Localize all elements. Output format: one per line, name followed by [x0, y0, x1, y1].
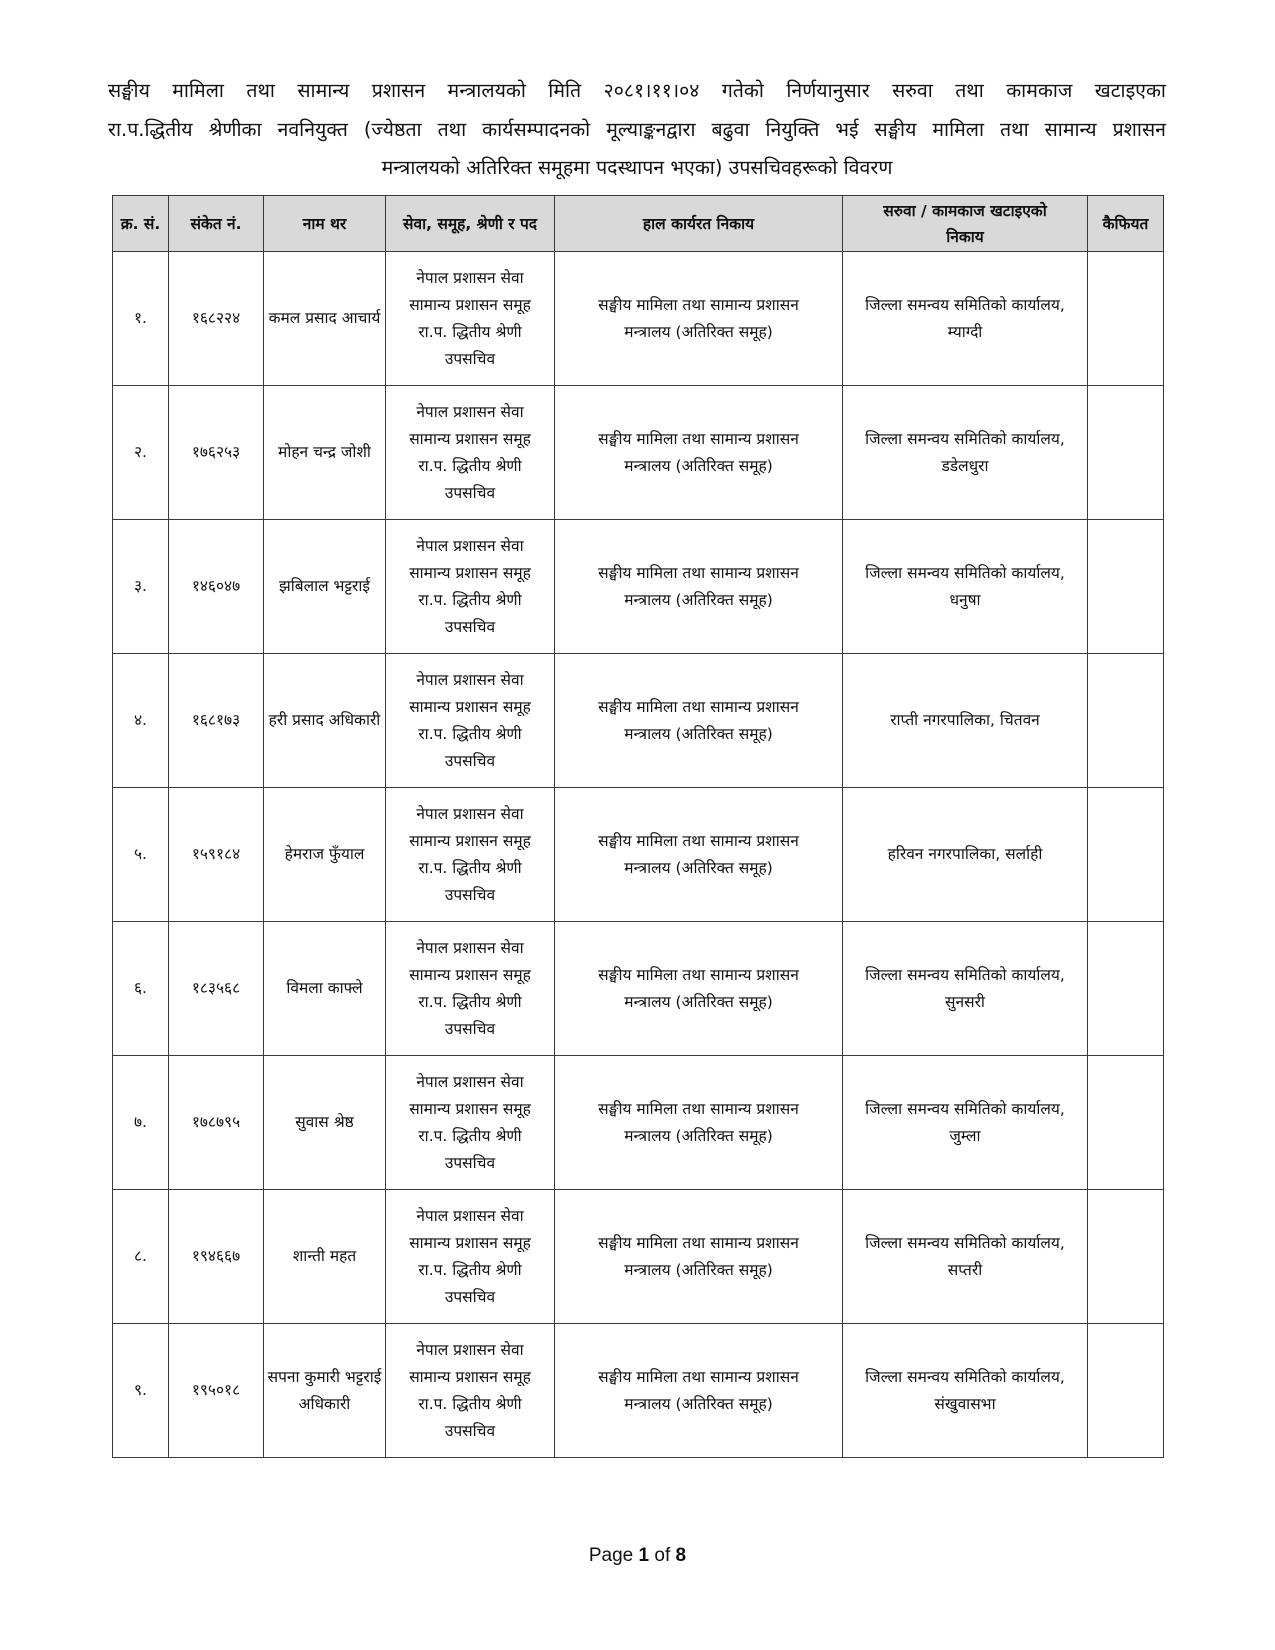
cell-current-office-line: सङ्घीय मामिला तथा सामान्य प्रशासन — [598, 965, 799, 984]
table-row — [113, 252, 1164, 386]
cell-service-line: नेपाल प्रशासन सेवा — [416, 938, 524, 957]
cell-current-office-line: मन्त्रालय (अतिरिक्त समूह) — [624, 590, 773, 609]
cell-transfer-office — [843, 654, 1088, 788]
cell-service-line: रा.प. द्धितीय श्रेणी — [418, 1126, 522, 1145]
cell-service-line: उपसचिव — [444, 617, 496, 636]
cell-code: १९४६६७ — [169, 1190, 264, 1324]
page-label: Page — [588, 1545, 634, 1566]
cell-transfer-office-line: जिल्ला समन्वय समितिको कार्यालय, — [865, 965, 1065, 984]
cell-name: सुवास श्रेष्ठ — [264, 1056, 386, 1190]
header-code: संकेत नं. — [169, 196, 264, 252]
cell-service-line: सामान्य प्रशासन समूह — [409, 295, 531, 314]
cell-current-office — [555, 654, 843, 788]
table-row — [113, 1324, 1164, 1458]
cell-remarks — [1088, 1190, 1164, 1324]
cell-serial: ६. — [113, 922, 169, 1056]
cell-current-office-line: सङ्घीय मामिला तथा सामान्य प्रशासन — [598, 1367, 799, 1386]
page-number: 1 — [638, 1545, 650, 1566]
cell-service-line: रा.प. द्धितीय श्रेणी — [418, 724, 522, 743]
cell-current-office-line: सङ्घीय मामिला तथा सामान्य प्रशासन — [598, 295, 799, 314]
cell-transfer-office-line: राप्ती नगरपालिका, चितवन — [890, 711, 1040, 729]
cell-remarks — [1088, 654, 1164, 788]
cell-serial: २. — [113, 386, 169, 520]
cell-remarks — [1088, 252, 1164, 386]
cell-current-office-line: सङ्घीय मामिला तथा सामान्य प्रशासन — [598, 1233, 799, 1252]
cell-service-line: सामान्य प्रशासन समूह — [409, 965, 531, 984]
cell-current-office — [555, 1056, 843, 1190]
cell-transfer-office — [843, 1324, 1088, 1458]
cell-code: १९५०१८ — [169, 1324, 264, 1458]
cell-name: कमल प्रसाद आचार्य — [264, 252, 386, 386]
cell-service-line: नेपाल प्रशासन सेवा — [416, 1340, 524, 1359]
cell-current-office — [555, 922, 843, 1056]
cell-transfer-office — [843, 520, 1088, 654]
cell-service — [386, 1324, 555, 1458]
cell-current-office-line: सङ्घीय मामिला तथा सामान्य प्रशासन — [598, 697, 799, 716]
cell-transfer-office-line: जिल्ला समन्वय समितिको कार्यालय, — [865, 1233, 1065, 1252]
cell-service-line: सामान्य प्रशासन समूह — [409, 1099, 531, 1118]
cell-service — [386, 788, 555, 922]
cell-serial: ७. — [113, 1056, 169, 1190]
cell-transfer-office — [843, 252, 1088, 386]
cell-service-line: रा.प. द्धितीय श्रेणी — [418, 1394, 522, 1413]
cell-transfer-office — [843, 788, 1088, 922]
cell-current-office-line: मन्त्रालय (अतिरिक्त समूह) — [624, 456, 773, 475]
cell-service-line: रा.प. द्धितीय श्रेणी — [418, 590, 522, 609]
cell-remarks — [1088, 386, 1164, 520]
cell-code: १४६०४७ — [169, 520, 264, 654]
cell-current-office-line: सङ्घीय मामिला तथा सामान्य प्रशासन — [598, 563, 799, 582]
cell-serial: ९. — [113, 1324, 169, 1458]
cell-service-line: रा.प. द्धितीय श्रेणी — [418, 322, 522, 341]
cell-service-line: नेपाल प्रशासन सेवा — [416, 536, 524, 555]
title-line: रा.प.द्धितीय श्रेणीका नवनियुक्त (ज्येष्ठता तथा कार्यसम्पादनको मूल्याङ्कनद्वारा बढुवा नियुक्ति भई सङ्घीय मामिला तथा सामान्य प्रशासन — [108, 117, 1166, 141]
table-row — [113, 654, 1164, 788]
cell-transfer-office-line: म्याग्दी — [947, 322, 983, 341]
cell-service-line: नेपाल प्रशासन सेवा — [416, 268, 524, 287]
cell-name: हरी प्रसाद अधिकारी — [264, 654, 386, 788]
cell-service-line: नेपाल प्रशासन सेवा — [416, 670, 524, 689]
cell-transfer-office-line: जिल्ला समन्वय समितिको कार्यालय, — [865, 1099, 1065, 1118]
cell-serial: ५. — [113, 788, 169, 922]
cell-name: हेमराज फुँयाल — [264, 788, 386, 922]
cell-name: शान्ती महत — [264, 1190, 386, 1324]
cell-service-line: उपसचिव — [444, 1153, 496, 1172]
cell-service-line: नेपाल प्रशासन सेवा — [416, 402, 524, 421]
table-row — [113, 1190, 1164, 1324]
officers-table — [112, 195, 1164, 1458]
cell-current-office-line: मन्त्रालय (अतिरिक्त समूह) — [624, 1260, 773, 1279]
of-label: of — [654, 1545, 671, 1566]
cell-service — [386, 922, 555, 1056]
cell-transfer-office-line: संखुवासभा — [934, 1394, 996, 1413]
cell-service-line: रा.प. द्धितीय श्रेणी — [418, 1260, 522, 1279]
cell-name: मोहन चन्द्र जोशी — [264, 386, 386, 520]
cell-service-line: उपसचिव — [444, 1287, 496, 1306]
cell-current-office-line: सङ्घीय मामिला तथा सामान्य प्रशासन — [598, 1099, 799, 1118]
header-remarks: कैफियत — [1088, 196, 1164, 252]
cell-transfer-office-line: सुनसरी — [945, 992, 985, 1011]
cell-service — [386, 654, 555, 788]
cell-current-office-line: सङ्घीय मामिला तथा सामान्य प्रशासन — [598, 429, 799, 448]
cell-service-line: उपसचिव — [444, 751, 496, 770]
table-row — [113, 520, 1164, 654]
table-row — [113, 1056, 1164, 1190]
cell-current-office-line: मन्त्रालय (अतिरिक्त समूह) — [624, 1394, 773, 1413]
cell-service-line: उपसचिव — [444, 885, 496, 904]
cell-current-office — [555, 252, 843, 386]
total-pages: 8 — [675, 1545, 687, 1566]
cell-transfer-office-line: जिल्ला समन्वय समितिको कार्यालय, — [865, 563, 1065, 582]
cell-transfer-office — [843, 1190, 1088, 1324]
cell-transfer-office-line: हरिवन नगरपालिका, सर्लाही — [887, 845, 1043, 863]
cell-transfer-office-line: जिल्ला समन्वय समितिको कार्यालय, — [865, 295, 1065, 314]
header-service: सेवा, समूह, श्रेणी र पद — [386, 196, 555, 252]
cell-transfer-office-line: डडेलधुरा — [941, 456, 989, 475]
title-line: सङ्घीय मामिला तथा सामान्य प्रशासन मन्त्रालयको मिति २०८१।११।०४ गतेको निर्णयानुसार सरुवा तथा कामकाज खटाइएका — [108, 79, 1166, 102]
cell-current-office-line: मन्त्रालय (अतिरिक्त समूह) — [624, 322, 773, 341]
cell-transfer-office — [843, 922, 1088, 1056]
cell-service-line: नेपाल प्रशासन सेवा — [416, 804, 524, 823]
cell-transfer-office — [843, 386, 1088, 520]
page-footer — [0, 1545, 1275, 1567]
cell-service-line: सामान्य प्रशासन समूह — [409, 831, 531, 850]
cell-service-line: रा.प. द्धितीय श्रेणी — [418, 858, 522, 877]
cell-transfer-office-line: जुम्ला — [949, 1126, 981, 1145]
cell-service-line: नेपाल प्रशासन सेवा — [416, 1206, 524, 1225]
cell-code: १६८२२४ — [169, 252, 264, 386]
cell-service-line: नेपाल प्रशासन सेवा — [416, 1072, 524, 1091]
cell-name: झबिलाल भट्टराई — [264, 520, 386, 654]
cell-remarks — [1088, 922, 1164, 1056]
cell-current-office — [555, 1190, 843, 1324]
cell-current-office — [555, 386, 843, 520]
cell-current-office-line: मन्त्रालय (अतिरिक्त समूह) — [624, 858, 773, 877]
cell-current-office-line: सङ्घीय मामिला तथा सामान्य प्रशासन — [598, 831, 799, 850]
header-name: नाम थर — [264, 196, 386, 252]
cell-remarks — [1088, 1324, 1164, 1458]
cell-serial: ४. — [113, 654, 169, 788]
cell-service — [386, 520, 555, 654]
cell-service-line: रा.प. द्धितीय श्रेणी — [418, 456, 522, 475]
cell-remarks — [1088, 1056, 1164, 1190]
header-current-office: हाल कार्यरत निकाय — [555, 196, 843, 252]
cell-service — [386, 1190, 555, 1324]
cell-service-line: सामान्य प्रशासन समूह — [409, 697, 531, 716]
cell-remarks — [1088, 520, 1164, 654]
cell-code: १६८१७३ — [169, 654, 264, 788]
cell-name: सपना कुमारी भट्टराई अधिकारी — [264, 1324, 386, 1458]
cell-service-line: उपसचिव — [444, 483, 496, 502]
cell-name: विमला काफ्ले — [264, 922, 386, 1056]
cell-service-line: उपसचिव — [444, 349, 496, 368]
cell-serial: १. — [113, 252, 169, 386]
cell-current-office — [555, 788, 843, 922]
cell-service-line: उपसचिव — [444, 1019, 496, 1038]
document-title — [108, 72, 1166, 188]
cell-transfer-office-line: जिल्ला समन्वय समितिको कार्यालय, — [865, 1367, 1065, 1386]
cell-current-office-line: मन्त्रालय (अतिरिक्त समूह) — [624, 992, 773, 1011]
cell-service — [386, 386, 555, 520]
cell-service-line: सामान्य प्रशासन समूह — [409, 563, 531, 582]
cell-code: १७६२५३ — [169, 386, 264, 520]
table-row — [113, 788, 1164, 922]
cell-current-office-line: मन्त्रालय (अतिरिक्त समूह) — [624, 1126, 773, 1145]
cell-service-line: उपसचिव — [444, 1421, 496, 1440]
cell-service-line: सामान्य प्रशासन समूह — [409, 1233, 531, 1252]
cell-current-office — [555, 520, 843, 654]
cell-service-line: सामान्य प्रशासन समूह — [409, 1367, 531, 1386]
cell-serial: ८. — [113, 1190, 169, 1324]
header-serial: क्र. सं. — [113, 196, 169, 252]
cell-service-line: रा.प. द्धितीय श्रेणी — [418, 992, 522, 1011]
cell-current-office-line: मन्त्रालय (अतिरिक्त समूह) — [624, 724, 773, 743]
table-header-row — [113, 196, 1164, 252]
cell-transfer-office — [843, 1056, 1088, 1190]
cell-current-office — [555, 1324, 843, 1458]
table-row — [113, 922, 1164, 1056]
cell-service — [386, 1056, 555, 1190]
cell-transfer-office-line: सप्तरी — [947, 1260, 983, 1279]
cell-code: १५९१८४ — [169, 788, 264, 922]
cell-service-line: सामान्य प्रशासन समूह — [409, 429, 531, 448]
cell-code: १८३५६८ — [169, 922, 264, 1056]
table-row — [113, 386, 1164, 520]
cell-serial: ३. — [113, 520, 169, 654]
cell-service — [386, 252, 555, 386]
cell-transfer-office-line: धनुषा — [949, 590, 981, 609]
cell-transfer-office-line: जिल्ला समन्वय समितिको कार्यालय, — [865, 429, 1065, 448]
header-transfer-office: सरुवा / कामकाज खटाइएको निकाय — [843, 196, 1088, 252]
title-line: मन्त्रालयको अतिरिक्त समूहमा पदस्थापन भएका) उपसचिवहरूको विवरण — [381, 156, 893, 179]
cell-remarks — [1088, 788, 1164, 922]
cell-code: १७८७९५ — [169, 1056, 264, 1190]
